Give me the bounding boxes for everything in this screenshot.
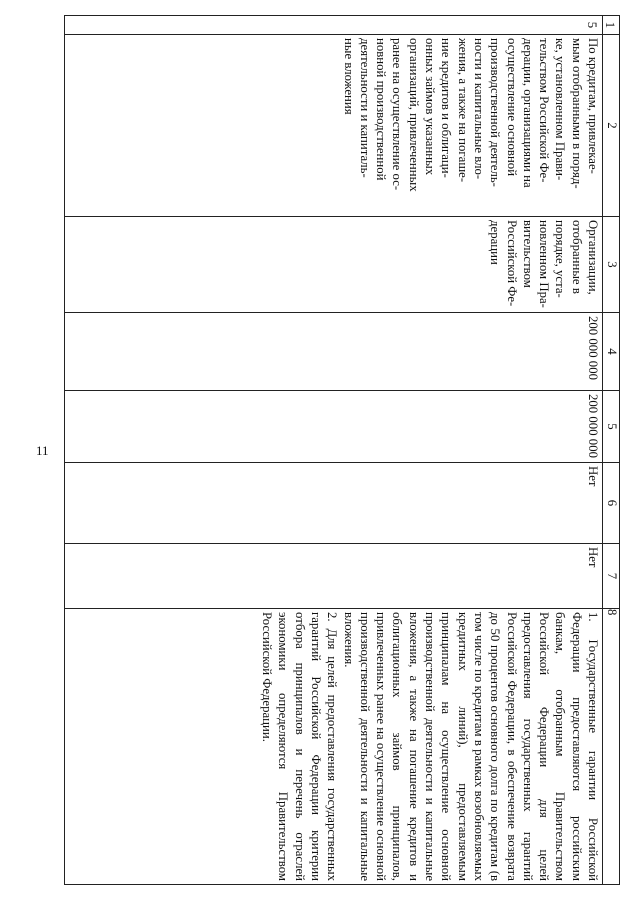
purpose-cell: По кредитам, привлекае- мым отобранными в поряд- ке, установленном Прави- тельством Российской Фе- дерации, организациями на осуществление основной производственной деятель- ности и капитальные вло- жения, а также на погаше- ние кредитов и облигаци- онных займов указанных организаций, привлеченных ранее на осуществление ос- новной производственной деятельности и капиталь- ные вложения: [65, 35, 603, 217]
header-col-5: 5: [603, 391, 620, 463]
row-number: 5: [65, 16, 603, 35]
header-col-6: 6: [603, 463, 620, 544]
condition-paragraph-2: 2. Для целей предоставления государственных гарантий Российской Федерации критерии отбора принципалов и перечень отраслей экономики определяются Правительством Российской Федерации.: [260, 612, 340, 881]
header-col-7: 7: [603, 544, 620, 609]
principal-cell: Организации, отобранные в порядке, уста- новленном Пра- вительством Российской Фе- дерации: [65, 217, 603, 313]
header-row: [603, 16, 620, 885]
collateral-cell: Нет: [65, 544, 603, 609]
guarantee-table: [64, 15, 620, 885]
table-row: [65, 16, 603, 885]
header-col-4: 4: [603, 313, 620, 391]
header-col-3: 3: [603, 217, 620, 313]
amount-cell-col5: 200 000 000: [65, 391, 603, 463]
rotated-page: [64, 15, 620, 885]
header-col-8: 8: [603, 609, 620, 885]
recourse-cell: Нет: [65, 463, 603, 544]
amount-cell-col4: 200 000 000: [65, 313, 603, 391]
page-number: 11: [36, 443, 49, 458]
condition-paragraph-1: 1. Государственные гарантии Российской Федерации предоставляются российским банкам, отобранным Правительством Российской Федерации для целей предоставления государственных гарантий Российской Федерации, в обеспечение возврата до 50 процентов основного долга по кредитам (в том числе по кредитам в рамках возобновляемых кредитных линий), предоставляемым принципалам на осуществление основной производственной деятельности и капитальные вложения, а также на погашение кредитов и облигационных займов принципалов, привлеченных ранее на осуществление основной производственной деятельности и капитальные вложения.: [341, 612, 600, 881]
header-col-1: 1: [603, 16, 620, 35]
conditions-cell: [65, 609, 603, 885]
header-col-2: 2: [603, 35, 620, 217]
